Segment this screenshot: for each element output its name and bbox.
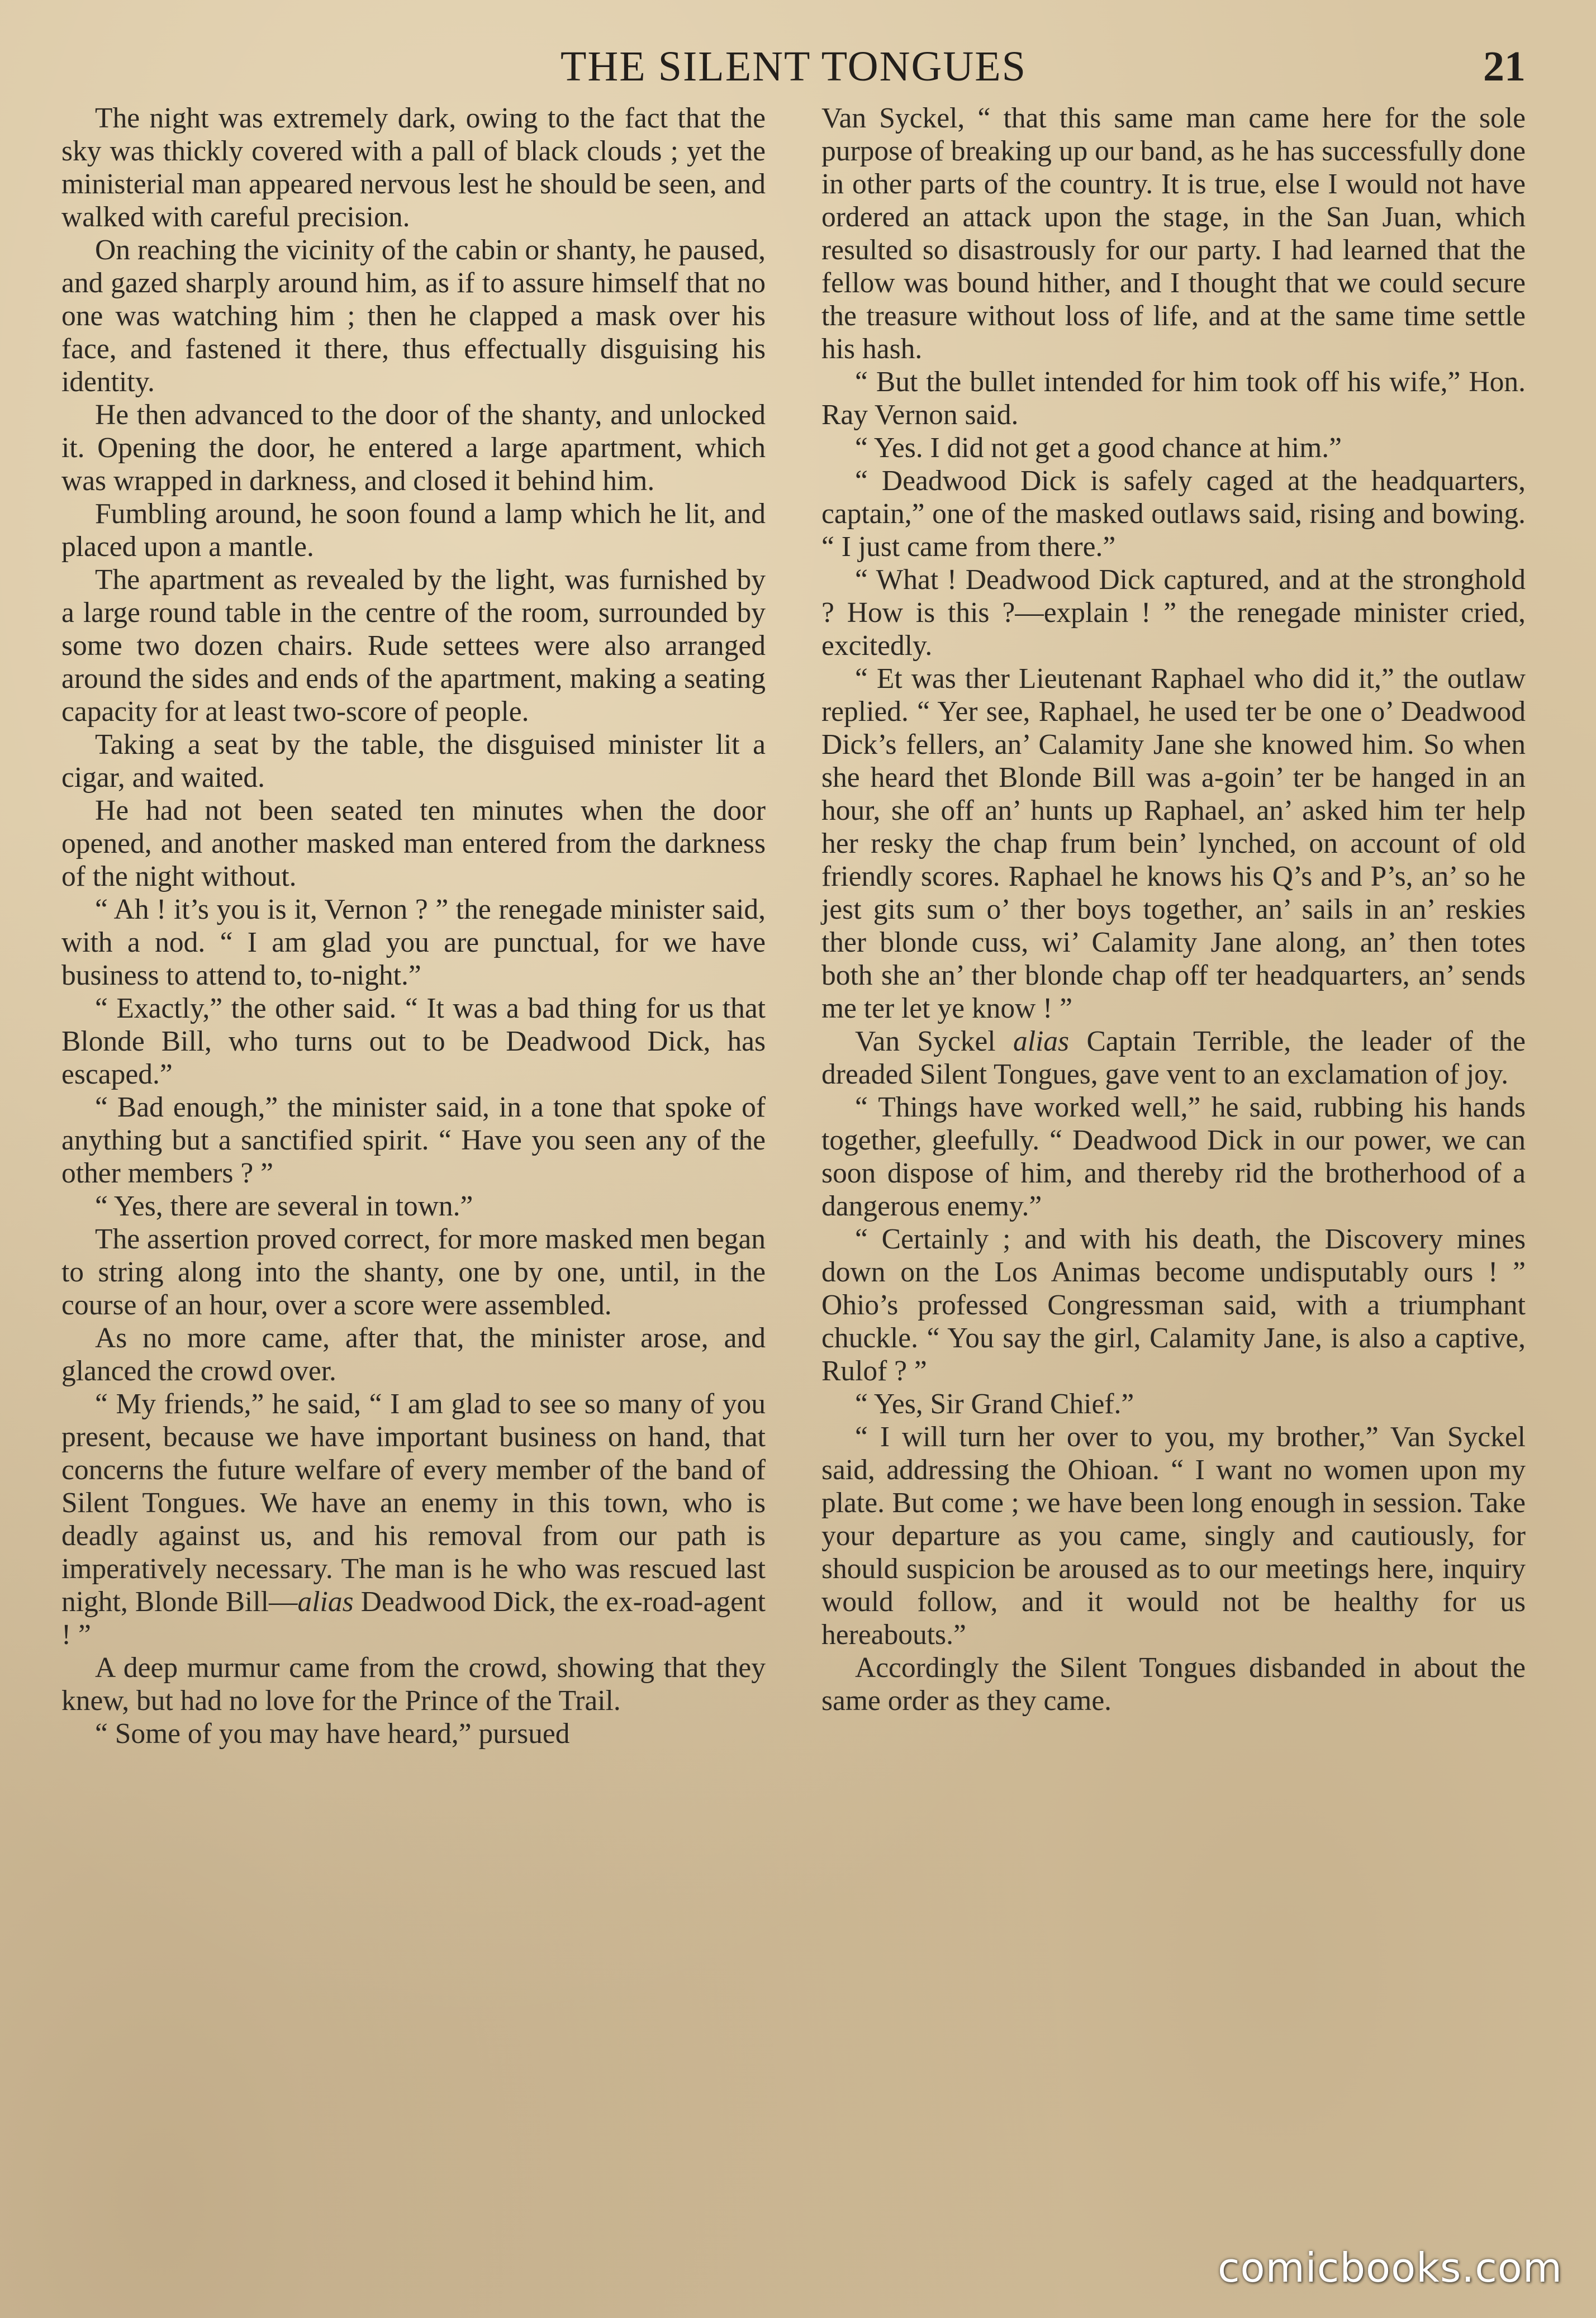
paragraph: As no more came, after that, the minister arose, and glanced the crowd over. bbox=[61, 1322, 766, 1387]
paragraph: “ Yes. I did not get a good chance at him.” bbox=[855, 432, 1342, 464]
left-text-column bbox=[61, 102, 766, 1750]
paragraph: Accordingly the Silent Tongues disbanded in about the same order as they came. bbox=[821, 1652, 1526, 1717]
right-text-column bbox=[821, 102, 1526, 1717]
paragraph: “ Some of you may have heard,” pursued bbox=[95, 1718, 570, 1750]
paragraph: “ But the bullet intended for him took off his wife,” Hon. Ray Vernon said. bbox=[821, 366, 1526, 431]
running-title: THE SILENT TONGUES bbox=[560, 43, 1027, 90]
paragraph: “ I will turn her over to you, my brother,” Van Syckel said, addressing the Ohioan. “ I want no women upon my plate. But come ; we have been long enough in session. Take your departure as you came, singly and cautiously, for should suspicion be aroused as to our meetings here, inquiry would follow, and it would not be healthy for us hereabouts.” bbox=[821, 1421, 1526, 1651]
paragraph: Fumbling around, he soon found a lamp which he lit, and placed upon a mantle. bbox=[61, 498, 766, 563]
paragraph: “ Et was ther Lieutenant Raphael who did it,” the outlaw replied. “ Yer see, Raphael, he used ter be one o’ Deadwood Dick’s fellers, an’ Calamity Jane she knowed him. So when she heard thet Blonde Bill was a-goin’ ter be hanged in an hour, she off an’ hunts up Raphael, an’ asked him ter help her resky the chap frum bein’ lynched, on account of old friendly scores. Raphael he knows his Q’s and P’s, an’ so he jest gits sum o’ ther boys together, an’ sails in an’ reskies ther blonde cuss, wi’ Calamity Jane along, an’ then totes both she an’ ther blonde chap off ter headquarters, an’ sends me ter let ye know ! ” bbox=[821, 663, 1526, 1024]
paragraph: He had not been seated ten minutes when the door opened, and another masked man entered from the darkness of the night without. bbox=[61, 795, 766, 892]
paragraph: “ Yes, Sir Grand Chief.” bbox=[855, 1388, 1134, 1420]
paragraph: “ Certainly ; and with his death, the Discovery mines down on the Los Animas become undisputably ours ! ” Ohio’s professed Congressman said, with a triumphant chuckle. “ You say the girl, Calamity Jane, is also a captive, Rulof ? ” bbox=[821, 1223, 1526, 1387]
paragraph: On reaching the vicinity of the cabin or shanty, he paused, and gazed sharply around him, as if to assure himself that no one was watching him ; then he clapped a mask over his face, and fastened it there, thus effectually disguising his identity. bbox=[61, 234, 766, 398]
paragraph: “ Bad enough,” the minister said, in a tone that spoke of anything but a sanctified spirit. “ Have you seen any of the other members ? ” bbox=[61, 1091, 766, 1189]
paragraph: “ Ah ! it’s you is it, Vernon ? ” the renegade minister said, with a nod. “ I am glad you are punctual, for we have business to attend to, to-night.” bbox=[61, 894, 766, 991]
paragraph: Van Syckel alias Captain Terrible, the leader of the dreaded Silent Tongues, gave vent to an exclamation of joy. bbox=[821, 1025, 1526, 1090]
paragraph: A deep murmur came from the crowd, showing that they knew, but had no love for the Prince of the Trail. bbox=[61, 1652, 766, 1717]
paragraph: “ Yes, there are several in town.” bbox=[95, 1190, 473, 1222]
paragraph: The assertion proved correct, for more masked men began to string along into the shanty, one by one, until, in the course of an hour, over a score were assembled. bbox=[61, 1223, 766, 1321]
paragraph: Taking a seat by the table, the disguised minister lit a cigar, and waited. bbox=[61, 729, 766, 794]
page-number: 21 bbox=[1483, 43, 1526, 90]
paragraph: “ My friends,” he said, “ I am glad to see so many of you present, because we have important business on hand, that concerns the future welfare of every member of the band of Silent Tongues. We have an enemy in this town, who is deadly against us, and his removal from our path is imperatively necessary. The man is he who was rescued last night, Blonde Bill—alias Deadwood Dick, the ex-road-agent ! ” bbox=[61, 1388, 766, 1651]
paragraph: The night was extremely dark, owing to the fact that the sky was thickly covered with a pall of black clouds ; yet the ministerial man appeared nervous lest he should be seen, and walked with careful precision. bbox=[61, 102, 766, 233]
paragraph: The apartment as revealed by the light, was furnished by a large round table in the centre of the room, surrounded by some two dozen chairs. Rude settees were also arranged around the sides and ends of the apartment, making a seating capacity for at least two-score of people. bbox=[61, 564, 766, 728]
paragraph: Van Syckel, “ that this same man came here for the sole purpose of breaking up our band, as he has successfully done in other parts of the country. It is true, else I would not have ordered an attack upon the stage, in the San Juan, which resulted so disastrously for our party. I had learned that the fellow was bound hither, and I thought that we could secure the treasure without loss of life, and at the same time settle his hash. bbox=[821, 102, 1526, 365]
paragraph: “ Deadwood Dick is safely caged at the headquarters, captain,” one of the masked outlaws said, rising and bowing. “ I just came from there.” bbox=[821, 465, 1526, 563]
paragraph: “ Things have worked well,” he said, rubbing his hands together, gleefully. “ Deadwood Dick in our power, we can soon dispose of him, and thereby rid the brotherhood of a dangerous enemy.” bbox=[821, 1091, 1526, 1222]
page-header bbox=[61, 36, 1526, 97]
paragraph: “ Exactly,” the other said. “ It was a bad thing for us that Blonde Bill, who turns out to be Deadwood Dick, has escaped.” bbox=[61, 992, 766, 1090]
site-watermark: comicbooks.com bbox=[1217, 2244, 1562, 2291]
paragraph: He then advanced to the door of the shanty, and unlocked it. Opening the door, he entered a large apartment, which was wrapped in darkness, and closed it behind him. bbox=[61, 399, 766, 497]
paragraph: “ What ! Deadwood Dick captured, and at the stronghold ? How is this ?—explain ! ” the renegade minister cried, excitedly. bbox=[821, 564, 1526, 662]
